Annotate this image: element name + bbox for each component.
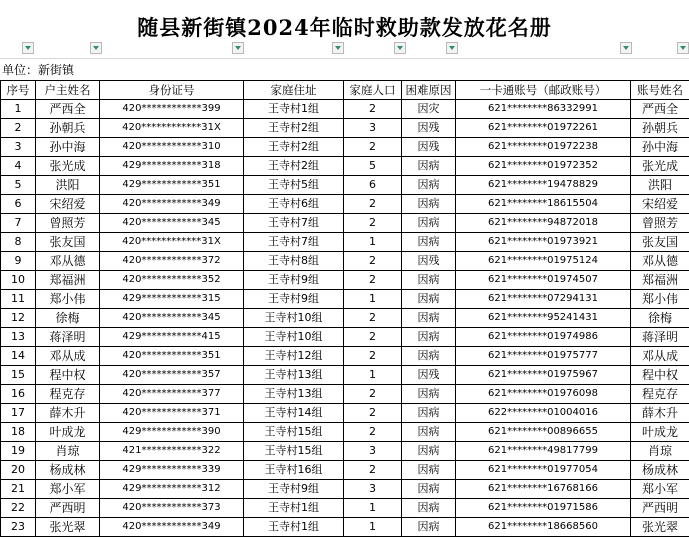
cell-account-number: 621********19478829 bbox=[456, 176, 631, 195]
table-row bbox=[1, 119, 689, 138]
cell-hardship-reason: 因病 bbox=[402, 309, 456, 328]
cell-account-number: 621********01975967 bbox=[456, 366, 631, 385]
cell-id-number: 420************357 bbox=[100, 366, 244, 385]
cell-address: 王寺村10组 bbox=[244, 309, 344, 328]
cell-household-size: 2 bbox=[344, 271, 402, 290]
cell-household-size: 2 bbox=[344, 214, 402, 233]
cell-account-name: 杨成林 bbox=[631, 461, 689, 480]
cell-address: 王寺村13组 bbox=[244, 385, 344, 404]
table-row bbox=[1, 442, 689, 461]
cell-household-size: 1 bbox=[344, 366, 402, 385]
cell-account-name: 叶成龙 bbox=[631, 423, 689, 442]
cell-id-number: 420************31X bbox=[100, 233, 244, 252]
cell-account-name: 邓从成 bbox=[631, 347, 689, 366]
cell-address: 王寺村10组 bbox=[244, 328, 344, 347]
cell-id-number: 420************345 bbox=[100, 309, 244, 328]
cell-account-number: 621********16768166 bbox=[456, 480, 631, 499]
cell-household-size: 2 bbox=[344, 195, 402, 214]
gridline bbox=[0, 58, 689, 61]
cell-hardship-reason: 因病 bbox=[402, 404, 456, 423]
cell-account-name: 程中权 bbox=[631, 366, 689, 385]
cell-household-size: 5 bbox=[344, 157, 402, 176]
cell-hardship-reason: 因病 bbox=[402, 176, 456, 195]
cell-id-number: 420************373 bbox=[100, 499, 244, 518]
cell-account-name: 曾照芳 bbox=[631, 214, 689, 233]
cell-household-size: 2 bbox=[344, 138, 402, 157]
cell-account-number: 621********01972238 bbox=[456, 138, 631, 157]
cell-address: 王寺村12组 bbox=[244, 347, 344, 366]
filter-row bbox=[0, 40, 689, 58]
cell-address: 王寺村2组 bbox=[244, 138, 344, 157]
cell-account-name: 程克存 bbox=[631, 385, 689, 404]
cell-account-number: 621********01971586 bbox=[456, 499, 631, 518]
cell-address: 王寺村9组 bbox=[244, 290, 344, 309]
cell-head-name: 邓从成 bbox=[36, 347, 100, 366]
col-header-address: 家庭住址 bbox=[244, 81, 344, 100]
cell-address: 王寺村1组 bbox=[244, 100, 344, 119]
table-row bbox=[1, 499, 689, 518]
cell-id-number: 420************345 bbox=[100, 214, 244, 233]
cell-id-number: 429************315 bbox=[100, 290, 244, 309]
cell-address: 王寺村1组 bbox=[244, 518, 344, 537]
col-header-head-name: 户主姓名 bbox=[36, 81, 100, 100]
table-row bbox=[1, 328, 689, 347]
cell-hardship-reason: 因灾 bbox=[402, 100, 456, 119]
cell-id-number: 429************318 bbox=[100, 157, 244, 176]
cell-address: 王寺村5组 bbox=[244, 176, 344, 195]
cell-head-name: 薛木升 bbox=[36, 404, 100, 423]
cell-hardship-reason: 因残 bbox=[402, 366, 456, 385]
table-row bbox=[1, 214, 689, 233]
col-header-id-number: 身份证号 bbox=[100, 81, 244, 100]
cell-account-name: 邓从德 bbox=[631, 252, 689, 271]
cell-address: 王寺村2组 bbox=[244, 157, 344, 176]
cell-index: 13 bbox=[1, 328, 36, 347]
cell-index: 5 bbox=[1, 176, 36, 195]
cell-id-number: 429************390 bbox=[100, 423, 244, 442]
cell-index: 21 bbox=[1, 480, 36, 499]
table-row bbox=[1, 252, 689, 271]
cell-index: 23 bbox=[1, 518, 36, 537]
table-row bbox=[1, 233, 689, 252]
table-row bbox=[1, 138, 689, 157]
cell-account-number: 621********95241431 bbox=[456, 309, 631, 328]
cell-id-number: 420************351 bbox=[100, 347, 244, 366]
table-body bbox=[1, 100, 689, 537]
cell-account-name: 张光翠 bbox=[631, 518, 689, 537]
cell-account-name: 蒋泽明 bbox=[631, 328, 689, 347]
cell-hardship-reason: 因病 bbox=[402, 233, 456, 252]
cell-account-name: 薛木升 bbox=[631, 404, 689, 423]
table-row bbox=[1, 271, 689, 290]
cell-account-name: 徐梅 bbox=[631, 309, 689, 328]
cell-account-name: 严西明 bbox=[631, 499, 689, 518]
cell-account-name: 郑小伟 bbox=[631, 290, 689, 309]
table-row bbox=[1, 195, 689, 214]
cell-id-number: 420************352 bbox=[100, 271, 244, 290]
cell-head-name: 蒋泽明 bbox=[36, 328, 100, 347]
cell-address: 王寺村6组 bbox=[244, 195, 344, 214]
cell-index: 22 bbox=[1, 499, 36, 518]
cell-address: 王寺村15组 bbox=[244, 442, 344, 461]
cell-head-name: 郑小伟 bbox=[36, 290, 100, 309]
cell-address: 王寺村9组 bbox=[244, 271, 344, 290]
table-row bbox=[1, 518, 689, 537]
cell-account-name: 郑小军 bbox=[631, 480, 689, 499]
table-row bbox=[1, 347, 689, 366]
cell-head-name: 严西全 bbox=[36, 100, 100, 119]
cell-account-number: 621********01975124 bbox=[456, 252, 631, 271]
cell-index: 19 bbox=[1, 442, 36, 461]
filter-dropdown-icon[interactable] bbox=[446, 42, 458, 54]
cell-address: 王寺村7组 bbox=[244, 214, 344, 233]
filter-dropdown-icon[interactable] bbox=[22, 42, 34, 54]
cell-hardship-reason: 因病 bbox=[402, 347, 456, 366]
cell-hardship-reason: 因病 bbox=[402, 423, 456, 442]
filter-dropdown-icon[interactable] bbox=[232, 42, 244, 54]
col-header-hardship-reason: 困难原因 bbox=[402, 81, 456, 100]
table-row bbox=[1, 404, 689, 423]
cell-index: 17 bbox=[1, 404, 36, 423]
cell-account-number: 621********01972352 bbox=[456, 157, 631, 176]
cell-address: 王寺村9组 bbox=[244, 480, 344, 499]
filter-dropdown-icon[interactable] bbox=[394, 42, 406, 54]
cell-id-number: 420************377 bbox=[100, 385, 244, 404]
cell-household-size: 1 bbox=[344, 233, 402, 252]
cell-id-number: 429************312 bbox=[100, 480, 244, 499]
cell-head-name: 程中权 bbox=[36, 366, 100, 385]
cell-id-number: 420************349 bbox=[100, 518, 244, 537]
cell-head-name: 叶成龙 bbox=[36, 423, 100, 442]
cell-index: 7 bbox=[1, 214, 36, 233]
cell-head-name: 徐梅 bbox=[36, 309, 100, 328]
cell-account-number: 621********01977054 bbox=[456, 461, 631, 480]
cell-household-size: 6 bbox=[344, 176, 402, 195]
col-header-household-size: 家庭人口 bbox=[344, 81, 402, 100]
cell-hardship-reason: 因病 bbox=[402, 518, 456, 537]
cell-account-number: 621********01975777 bbox=[456, 347, 631, 366]
cell-account-number: 621********18668560 bbox=[456, 518, 631, 537]
cell-account-number: 621********01976098 bbox=[456, 385, 631, 404]
cell-account-number: 621********00896655 bbox=[456, 423, 631, 442]
page-title: 随县新街镇2024年临时救助款发放花名册 bbox=[0, 12, 689, 42]
cell-index: 2 bbox=[1, 119, 36, 138]
cell-head-name: 曾照芳 bbox=[36, 214, 100, 233]
cell-index: 18 bbox=[1, 423, 36, 442]
cell-hardship-reason: 因病 bbox=[402, 328, 456, 347]
cell-hardship-reason: 因病 bbox=[402, 480, 456, 499]
cell-account-number: 621********01972261 bbox=[456, 119, 631, 138]
cell-id-number: 429************339 bbox=[100, 461, 244, 480]
cell-hardship-reason: 因病 bbox=[402, 195, 456, 214]
cell-account-name: 张光成 bbox=[631, 157, 689, 176]
cell-id-number: 420************371 bbox=[100, 404, 244, 423]
cell-id-number: 429************351 bbox=[100, 176, 244, 195]
cell-hardship-reason: 因病 bbox=[402, 271, 456, 290]
cell-household-size: 2 bbox=[344, 309, 402, 328]
cell-id-number: 429************415 bbox=[100, 328, 244, 347]
cell-hardship-reason: 因病 bbox=[402, 385, 456, 404]
cell-household-size: 2 bbox=[344, 252, 402, 271]
cell-head-name: 程克存 bbox=[36, 385, 100, 404]
table-row bbox=[1, 100, 689, 119]
cell-account-name: 孙中海 bbox=[631, 138, 689, 157]
cell-household-size: 3 bbox=[344, 119, 402, 138]
cell-hardship-reason: 因病 bbox=[402, 157, 456, 176]
cell-account-name: 孙朝兵 bbox=[631, 119, 689, 138]
cell-account-name: 宋绍爱 bbox=[631, 195, 689, 214]
cell-id-number: 421************322 bbox=[100, 442, 244, 461]
header-row bbox=[1, 81, 689, 100]
cell-id-number: 420************310 bbox=[100, 138, 244, 157]
cell-index: 8 bbox=[1, 233, 36, 252]
cell-address: 王寺村1组 bbox=[244, 499, 344, 518]
cell-hardship-reason: 因病 bbox=[402, 214, 456, 233]
cell-head-name: 郑福洲 bbox=[36, 271, 100, 290]
cell-index: 6 bbox=[1, 195, 36, 214]
cell-household-size: 2 bbox=[344, 404, 402, 423]
filter-dropdown-icon[interactable] bbox=[620, 42, 632, 54]
cell-household-size: 2 bbox=[344, 461, 402, 480]
cell-index: 20 bbox=[1, 461, 36, 480]
filter-dropdown-icon[interactable] bbox=[677, 42, 689, 54]
table-row bbox=[1, 366, 689, 385]
table-row bbox=[1, 461, 689, 480]
cell-index: 10 bbox=[1, 271, 36, 290]
cell-household-size: 2 bbox=[344, 385, 402, 404]
cell-account-name: 洪阳 bbox=[631, 176, 689, 195]
filter-dropdown-icon[interactable] bbox=[332, 42, 344, 54]
cell-hardship-reason: 因残 bbox=[402, 138, 456, 157]
cell-address: 王寺村13组 bbox=[244, 366, 344, 385]
cell-head-name: 孙朝兵 bbox=[36, 119, 100, 138]
cell-household-size: 2 bbox=[344, 328, 402, 347]
cell-head-name: 严西明 bbox=[36, 499, 100, 518]
cell-hardship-reason: 因残 bbox=[402, 252, 456, 271]
cell-address: 王寺村7组 bbox=[244, 233, 344, 252]
table-row bbox=[1, 423, 689, 442]
cell-hardship-reason: 因病 bbox=[402, 499, 456, 518]
table-row bbox=[1, 480, 689, 499]
cell-hardship-reason: 因病 bbox=[402, 442, 456, 461]
cell-index: 1 bbox=[1, 100, 36, 119]
cell-head-name: 邓从德 bbox=[36, 252, 100, 271]
cell-address: 王寺村8组 bbox=[244, 252, 344, 271]
cell-index: 14 bbox=[1, 347, 36, 366]
cell-account-number: 621********86332991 bbox=[456, 100, 631, 119]
cell-household-size: 2 bbox=[344, 347, 402, 366]
cell-head-name: 宋绍爱 bbox=[36, 195, 100, 214]
cell-account-number: 621********18615504 bbox=[456, 195, 631, 214]
cell-index: 16 bbox=[1, 385, 36, 404]
cell-head-name: 孙中海 bbox=[36, 138, 100, 157]
cell-hardship-reason: 因残 bbox=[402, 119, 456, 138]
cell-account-number: 622********01004016 bbox=[456, 404, 631, 423]
cell-household-size: 3 bbox=[344, 480, 402, 499]
cell-head-name: 张友国 bbox=[36, 233, 100, 252]
table-row bbox=[1, 309, 689, 328]
cell-head-name: 张光翠 bbox=[36, 518, 100, 537]
cell-head-name: 肖琼 bbox=[36, 442, 100, 461]
cell-id-number: 420************399 bbox=[100, 100, 244, 119]
cell-head-name: 杨成林 bbox=[36, 461, 100, 480]
table-row bbox=[1, 157, 689, 176]
cell-household-size: 1 bbox=[344, 518, 402, 537]
cell-address: 王寺村2组 bbox=[244, 119, 344, 138]
cell-account-number: 621********01974507 bbox=[456, 271, 631, 290]
cell-account-number: 621********49817799 bbox=[456, 442, 631, 461]
cell-head-name: 郑小军 bbox=[36, 480, 100, 499]
cell-id-number: 420************31X bbox=[100, 119, 244, 138]
table-row bbox=[1, 290, 689, 309]
cell-head-name: 张光成 bbox=[36, 157, 100, 176]
table-row bbox=[1, 176, 689, 195]
cell-account-name: 郑福洲 bbox=[631, 271, 689, 290]
cell-household-size: 2 bbox=[344, 423, 402, 442]
filter-dropdown-icon[interactable] bbox=[90, 42, 102, 54]
table-row bbox=[1, 385, 689, 404]
cell-household-size: 1 bbox=[344, 499, 402, 518]
cell-index: 3 bbox=[1, 138, 36, 157]
cell-index: 9 bbox=[1, 252, 36, 271]
cell-id-number: 420************372 bbox=[100, 252, 244, 271]
col-header-index: 序号 bbox=[1, 81, 36, 100]
cell-household-size: 2 bbox=[344, 100, 402, 119]
cell-head-name: 洪阳 bbox=[36, 176, 100, 195]
cell-account-number: 621********01973921 bbox=[456, 233, 631, 252]
cell-address: 王寺村14组 bbox=[244, 404, 344, 423]
cell-account-number: 621********07294131 bbox=[456, 290, 631, 309]
cell-hardship-reason: 因病 bbox=[402, 461, 456, 480]
unit-label: 单位：新街镇 bbox=[2, 62, 74, 78]
cell-account-name: 张友国 bbox=[631, 233, 689, 252]
cell-hardship-reason: 因病 bbox=[402, 290, 456, 309]
cell-account-name: 严西全 bbox=[631, 100, 689, 119]
cell-index: 15 bbox=[1, 366, 36, 385]
col-header-account-name: 账号姓名 bbox=[631, 81, 689, 100]
cell-index: 11 bbox=[1, 290, 36, 309]
cell-index: 4 bbox=[1, 157, 36, 176]
relief-roster-table bbox=[0, 80, 689, 537]
cell-household-size: 1 bbox=[344, 290, 402, 309]
cell-id-number: 420************349 bbox=[100, 195, 244, 214]
cell-address: 王寺村15组 bbox=[244, 423, 344, 442]
cell-household-size: 3 bbox=[344, 442, 402, 461]
cell-account-number: 621********01974986 bbox=[456, 328, 631, 347]
cell-account-name: 肖琼 bbox=[631, 442, 689, 461]
col-header-account-number: 一卡通账号（邮政账号） bbox=[456, 81, 631, 100]
cell-address: 王寺村16组 bbox=[244, 461, 344, 480]
cell-index: 12 bbox=[1, 309, 36, 328]
cell-account-number: 621********94872018 bbox=[456, 214, 631, 233]
